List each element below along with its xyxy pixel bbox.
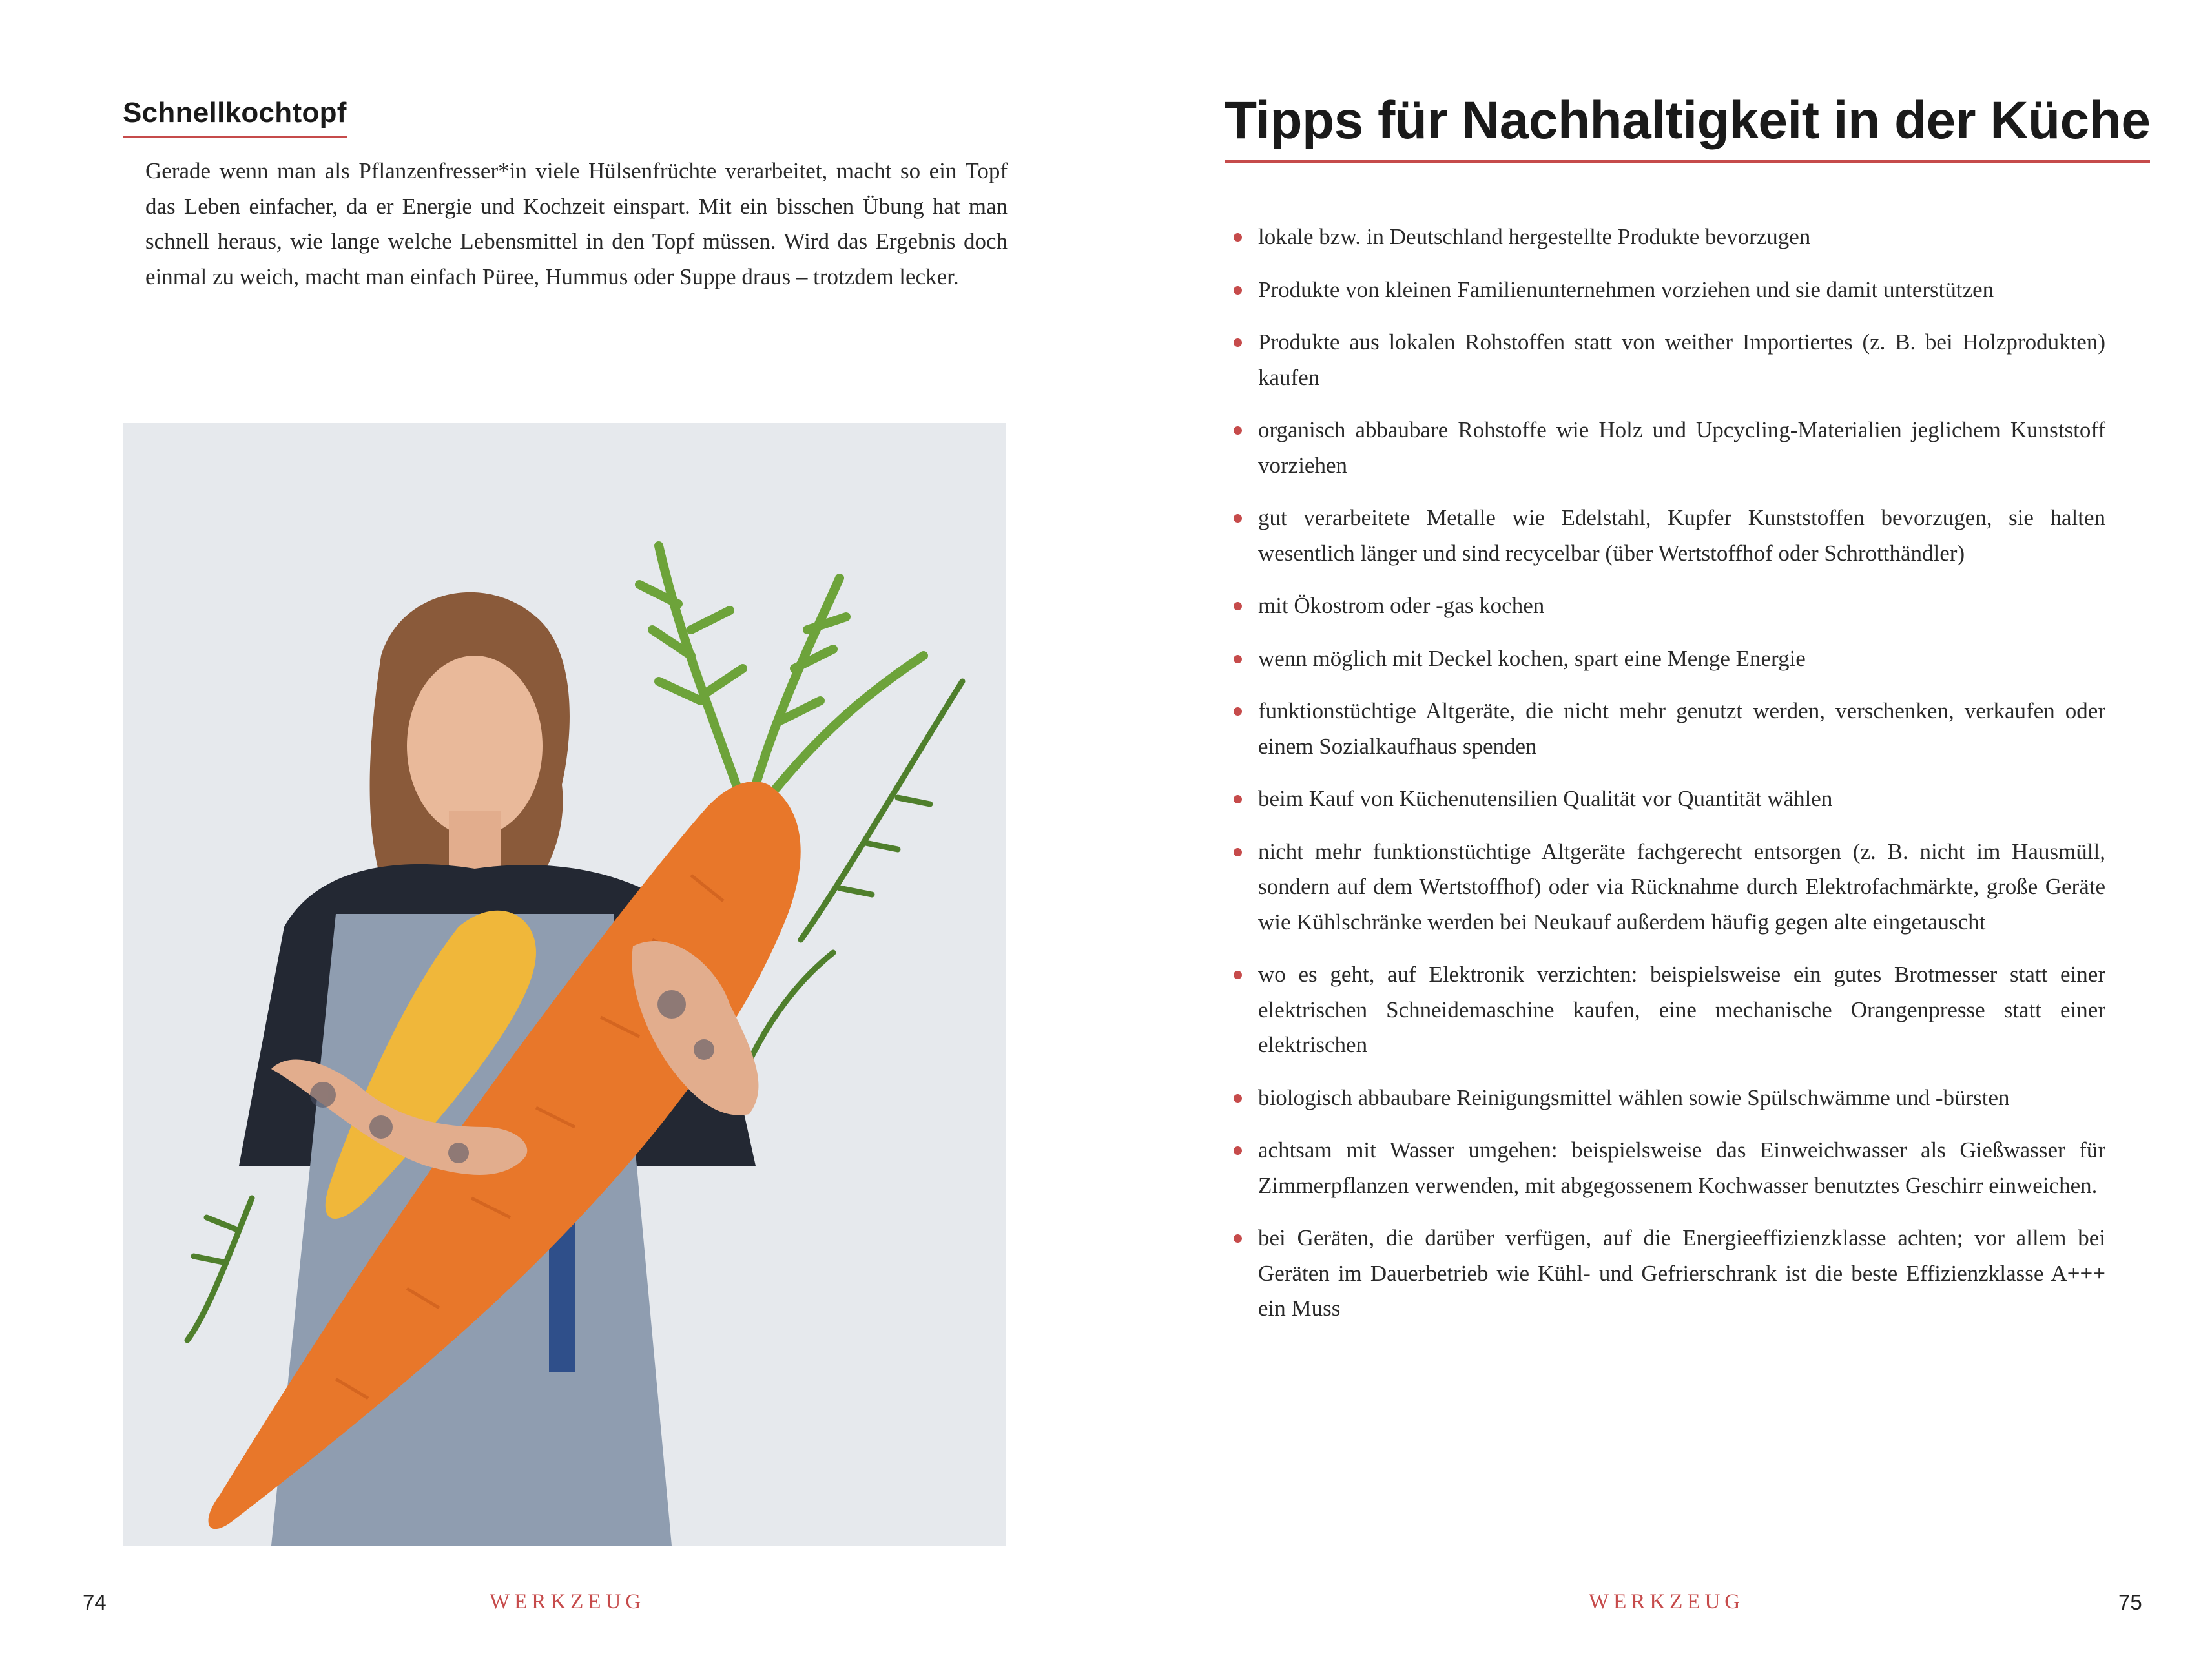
page-number-left: 74 [83,1590,107,1614]
list-item-text: wenn möglich mit Deckel kochen, spart eine Menge Energie [1258,645,1806,671]
red-dot-bullet-icon [1234,514,1242,523]
red-dot-bullet-icon [1234,1094,1242,1103]
red-dot-bullet-icon [1234,971,1242,979]
running-head-left: WERKZEUG [490,1590,646,1613]
red-dot-bullet-icon [1234,338,1242,347]
portrait-with-carrots-illustration [123,423,1006,1546]
running-head-right: WERKZEUG [1589,1590,1745,1613]
list-item [1232,1081,2105,1116]
red-dot-bullet-icon [1234,707,1242,716]
list-item-text: funktionstüchtige Altgeräte, die nicht mehr genutzt werden, verschenken, verkaufen oder einem Sozialkaufhaus spenden [1258,698,2105,759]
list-item [1232,273,2105,308]
list-item-text: beim Kauf von Küchenutensilien Qualität vor Quantität wählen [1258,786,1833,811]
list-item-text: Produkte aus lokalen Rohstoffen statt von weither Importiertes (z. B. bei Holzprodukten) kaufen [1258,329,2105,390]
section-heading: Schnellkochtopf [123,97,347,138]
list-item-text: wo es geht, auf Elektronik verzichten: beispielsweise ein gutes Brotmesser statt einer elektrischen Schneidemaschine kaufen, eine mechanische Orangenpresse statt einer elektrischen [1258,962,2105,1057]
list-item [1232,782,2105,817]
red-dot-bullet-icon [1234,795,1242,803]
list-item-text: gut verarbeitete Metalle wie Edelstahl, Kupfer Kunststoffen bevorzugen, sie halten wesentlich länger und sind recycelbar (über Wertstoffhof oder Schrotthändler) [1258,505,2105,566]
red-dot-bullet-icon [1234,286,1242,295]
red-dot-bullet-icon [1234,1234,1242,1243]
list-item-text: mit Ökostrom oder -gas kochen [1258,593,1545,618]
list-item [1232,413,2105,483]
list-item-text: nicht mehr funktionstüchtige Altgeräte fachgerecht entsorgen (z. B. nicht im Hausmüll, sondern auf dem Wertstoffhof) oder via Rücknahme durch Elektrofachmärkte, große Geräte wie Kühlschränke werden bei Neukauf außerdem häufig gegen alte eingetauscht [1258,838,2105,935]
list-item [1232,957,2105,1063]
list-item-text: achtsam mit Wasser umgehen: beispielsweise das Einweichwasser als Gießwasser für Zimmerpflanzen verwenden, mit abgegossenem Kochwasser benutztes Geschirr einweichen. [1258,1137,2105,1198]
red-dot-bullet-icon [1234,655,1242,663]
list-item [1232,641,2105,677]
list-item-text: bei Geräten, die darüber verfügen, auf die Energieeffizienzklasse achten; vor allem bei Geräten im Dauerbetrieb wie Kühl- und Gefrierschrank ist die beste Effizienzklasse A+++ ein Muss [1258,1225,2105,1321]
right-page [1106,0,2212,1678]
red-dot-bullet-icon [1234,1146,1242,1155]
list-item [1232,220,2105,255]
red-dot-bullet-icon [1234,848,1242,856]
red-dot-bullet-icon [1234,602,1242,610]
list-item [1232,1133,2105,1203]
list-item-text: lokale bzw. in Deutschland hergestellte Produkte bevorzugen [1258,224,1811,249]
list-item [1232,325,2105,395]
list-item [1232,501,2105,571]
portrait-photo [123,423,1006,1546]
list-item [1232,834,2105,940]
page-title: Tipps für Nachhaltigkeit in der Küche [1225,90,2150,163]
red-dot-bullet-icon [1234,426,1242,435]
list-item-text: organisch abbaubare Rohstoffe wie Holz und Upcycling-Materialien jeglichem Kunststoff vorziehen [1258,417,2105,478]
list-item-text: Produkte von kleinen Familienunternehmen vorziehen und sie damit unterstützen [1258,276,1994,302]
red-dot-bullet-icon [1234,233,1242,242]
page-number-right: 75 [2118,1590,2142,1614]
tips-list [1232,220,2105,1344]
list-item [1232,588,2105,624]
list-item [1232,694,2105,764]
list-item [1232,1221,2105,1327]
intro-paragraph: Gerade wenn man als Pflanzenfresser*in viele Hülsenfrüchte verarbeitet, macht so ein Topf das Leben einfacher, da er Energie und Kochzeit einspart. Mit ein bisschen Übung hat man schnell heraus, wie lange welche Lebensmittel in den Topf müssen. Wird das Ergebnis doch einmal zu weich, macht man einfach Püree, Hummus oder Suppe draus – trotzdem lecker. [145,158,1008,289]
list-item-text: biologisch abbaubare Reinigungsmittel wählen sowie Spülschwämme und -bürsten [1258,1084,2010,1110]
